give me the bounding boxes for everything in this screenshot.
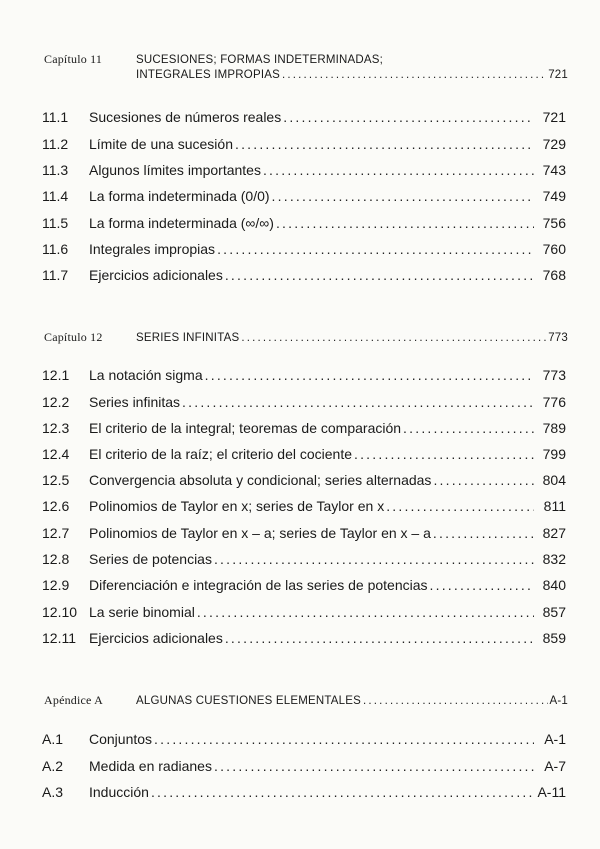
section-number: 11.2: [42, 136, 69, 152]
page-number: 729: [542, 136, 566, 152]
leader-dots: [214, 758, 534, 774]
section-number: 11.5: [42, 215, 69, 231]
section-number: 12.3: [42, 420, 70, 436]
page-number: 760: [542, 241, 566, 257]
leader-dots: [205, 367, 534, 383]
chapter-11-heading-row1: [44, 52, 568, 67]
leader-dots: [151, 784, 534, 800]
leader-dots: [217, 241, 534, 257]
page-number: 749: [542, 188, 566, 204]
page-number: 789: [542, 420, 566, 436]
leader-dots: [430, 577, 534, 593]
chapter-title: SERIES INFINITAS: [136, 332, 240, 344]
toc-entry-a-2[interactable]: [42, 758, 566, 774]
page-number: 811: [543, 498, 566, 514]
leader-dots: [235, 136, 534, 152]
toc-entry-a-1[interactable]: [42, 731, 566, 747]
page-number: 799: [542, 446, 566, 462]
section-number: A.3: [42, 784, 64, 800]
leader-dots: [214, 551, 534, 567]
section-title: Inducción: [89, 784, 149, 800]
section-number: 12.6: [42, 498, 70, 514]
section-title: La serie binomial: [89, 604, 195, 620]
toc-entry-12-1[interactable]: [42, 367, 566, 383]
section-number: 11.7: [42, 267, 69, 283]
section-title: Series infinitas: [89, 394, 181, 410]
section-number: 12.9: [42, 577, 70, 593]
toc-entry-12-5[interactable]: [42, 472, 566, 488]
toc-entry-12-10[interactable]: [42, 604, 566, 620]
section-number: 11.1: [42, 109, 69, 125]
section-title: Límite de una sucesión: [89, 136, 233, 152]
section-number: A.2: [42, 758, 64, 774]
leader-dots: [197, 604, 534, 620]
toc-entry-11-5[interactable]: [42, 215, 566, 231]
leader-dots: [276, 215, 534, 231]
leader-dots: [386, 498, 534, 514]
section-number: 11.3: [42, 162, 69, 178]
page-number: 721: [548, 69, 568, 81]
section-title: El criterio de la integral; teoremas de comparación: [89, 420, 402, 436]
toc-entry-11-4[interactable]: [42, 188, 566, 204]
page-number: 840: [542, 577, 566, 593]
section-number: 12.5: [42, 472, 70, 488]
page-number: A-1: [544, 731, 566, 747]
page-number: 756: [542, 215, 566, 231]
toc-entry-12-6[interactable]: [42, 498, 566, 514]
toc-entry-11-7[interactable]: [42, 267, 566, 283]
chapter-12-heading-row: [44, 330, 568, 345]
section-number: A.1: [42, 731, 64, 747]
section-title: Integrales impropias: [89, 241, 216, 257]
section-title: Series de potencias: [89, 551, 212, 567]
section-number: 11.4: [42, 188, 69, 204]
page-number: 859: [542, 630, 566, 646]
page-number: 721: [542, 109, 566, 125]
page-number: 832: [542, 551, 566, 567]
leader-dots: [241, 332, 546, 344]
section-title: Sucesiones de números reales: [89, 109, 282, 125]
toc-entry-12-8[interactable]: [42, 551, 566, 567]
toc-entry-12-9[interactable]: [42, 577, 566, 593]
section-number: 12.10: [42, 604, 78, 620]
section-title: El criterio de la raíz; el criterio del cociente: [89, 446, 352, 462]
toc-entry-11-2[interactable]: [42, 136, 566, 152]
leader-dots: [403, 420, 534, 436]
leader-dots: [282, 69, 546, 81]
toc-entry-12-11[interactable]: [42, 630, 566, 646]
appendix-a-heading-row: [44, 693, 568, 708]
section-title: La notación sigma: [89, 367, 203, 383]
toc-entry-12-4[interactable]: [42, 446, 566, 462]
page-number: A-1: [549, 695, 568, 707]
toc-entry-12-7[interactable]: [42, 525, 566, 541]
section-title: Polinomios de Taylor en x – a; series de Taylor en x – a: [89, 525, 431, 541]
section-number: 12.1: [42, 367, 70, 383]
chapter-12-heading: [44, 330, 568, 345]
toc-entry-12-3[interactable]: [42, 420, 566, 436]
page-number: 768: [542, 267, 566, 283]
section-number: 12.7: [42, 525, 70, 541]
toc-entry-11-1[interactable]: [42, 109, 566, 125]
toc-entry-12-2[interactable]: [42, 394, 566, 410]
page-number: 773: [548, 332, 568, 344]
leader-dots: [283, 109, 534, 125]
leader-dots: [354, 446, 534, 462]
section-title: Diferenciación e integración de las series de potencias: [89, 577, 428, 593]
page-number: 773: [542, 367, 566, 383]
page-number: 804: [542, 472, 566, 488]
section-title: Polinomios de Taylor en x; series de Taylor en x: [89, 498, 385, 514]
chapter-11-heading-row2: [44, 69, 568, 81]
chapter-title-continued: INTEGRALES IMPROPIAS: [136, 69, 280, 81]
page-number: 857: [542, 604, 566, 620]
chapter-label: Capítulo 12: [44, 330, 103, 344]
page-number: A-11: [537, 784, 566, 800]
chapter-title: SUCESIONES; FORMAS INDETERMINADAS;: [136, 54, 384, 66]
leader-dots: [363, 695, 548, 707]
section-title: Conjuntos: [89, 731, 153, 747]
section-title: Ejercicios adicionales: [89, 630, 223, 646]
toc-entry-a-3[interactable]: [42, 784, 566, 800]
leader-dots: [272, 188, 534, 204]
leader-dots: [182, 394, 534, 410]
toc-entry-11-3[interactable]: [42, 162, 566, 178]
leader-dots: [433, 472, 534, 488]
leader-dots: [433, 525, 534, 541]
leader-dots: [154, 731, 534, 747]
leader-dots: [225, 630, 534, 646]
chapter-11-heading: [44, 52, 568, 81]
section-number: 11.6: [42, 241, 69, 257]
toc-entry-11-6[interactable]: [42, 241, 566, 257]
appendix-title: ALGUNAS CUESTIONES ELEMENTALES: [136, 695, 361, 707]
page-number: 776: [542, 394, 566, 410]
section-number: 12.4: [42, 446, 70, 462]
section-number: 12.2: [42, 394, 70, 410]
section-title: Convergencia absoluta y condicional; series alternadas: [89, 472, 432, 488]
appendix-a-heading: [44, 693, 568, 708]
page-number: A-7: [544, 758, 566, 774]
section-number: 12.8: [42, 551, 70, 567]
page-number: 827: [542, 525, 566, 541]
leader-dots: [225, 267, 534, 283]
chapter-label: Capítulo 11: [44, 52, 103, 66]
section-title: Medida en radianes: [89, 758, 212, 774]
section-title: Algunos límites importantes: [89, 162, 261, 178]
page-number: 743: [542, 162, 566, 178]
section-title: Ejercicios adicionales: [89, 267, 223, 283]
section-title: La forma indeterminada (0/0): [89, 188, 270, 204]
appendix-label: Apéndice A: [44, 693, 103, 707]
section-number: 12.11: [42, 630, 76, 646]
leader-dots: [263, 162, 534, 178]
section-title: La forma indeterminada (∞/∞): [89, 215, 274, 231]
